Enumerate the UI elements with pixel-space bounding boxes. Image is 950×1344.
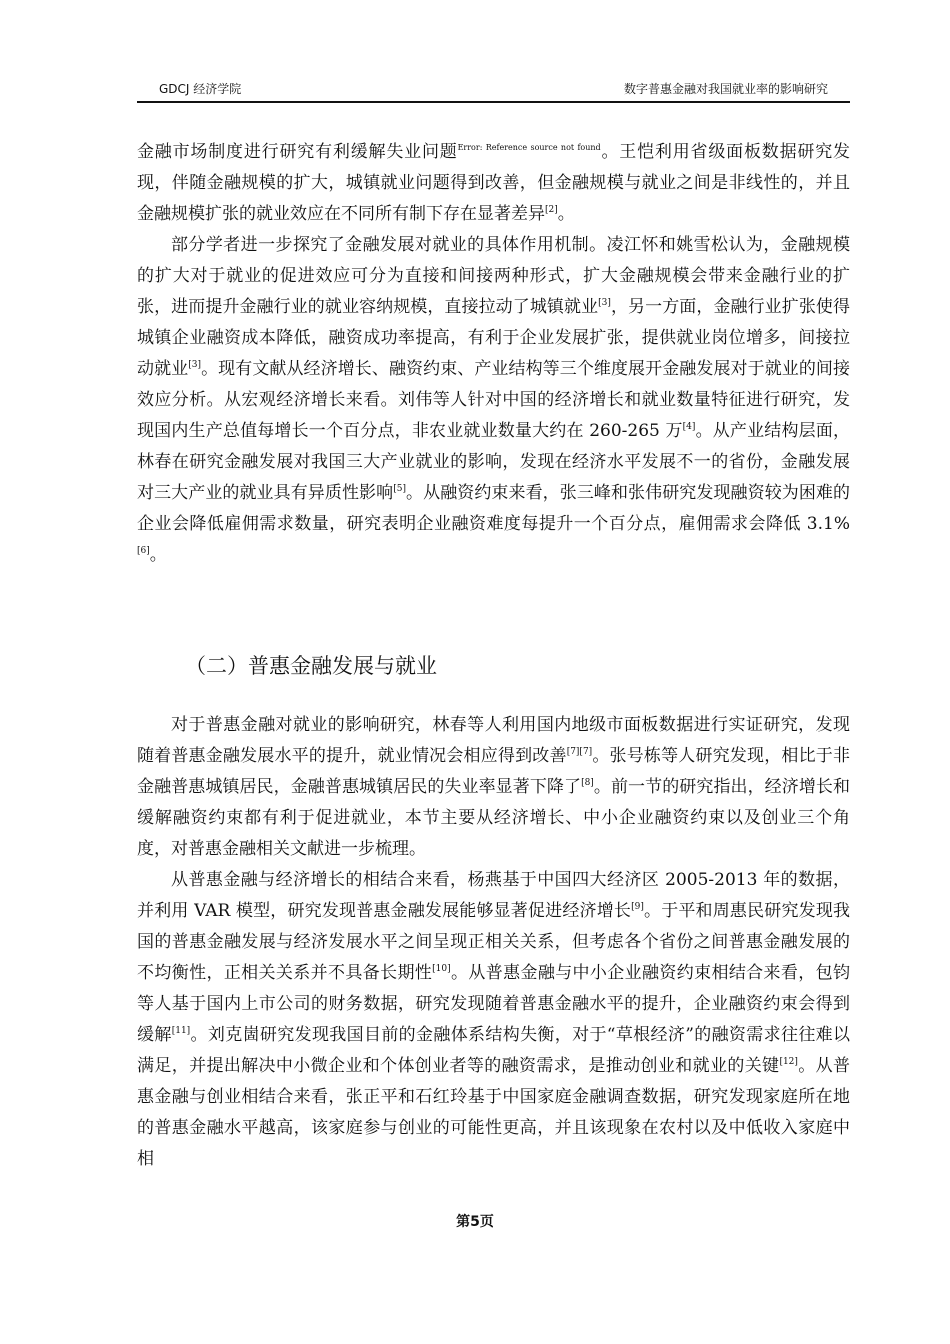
paragraph (137, 865, 850, 1175)
citation: [10] (432, 964, 451, 974)
paragraph-text: 。从普惠金融与创业相结合来看，张正平和石红玲基于中国家庭金融调查数据，研究发现家庭所在地的普惠金融水平越高，该家庭参与创业的可能性更高，并且该现象在农村以及中低收入家庭中相 (137, 1056, 851, 1169)
paragraph-text: 。王恺利用省级面板数据研究发现，伴随金融规模的扩大，城镇就业问题得到改善，但金融规模与就业之间是非线性的，并且金融规模扩张的就业效应在不同所有制下存在显著差异 (137, 142, 851, 224)
citation: [5] (393, 484, 406, 494)
running-header (137, 78, 850, 100)
paragraph-text: 。张号栋等人研究发现，相比于非金融普惠城镇居民，金融普惠城镇居民的失业率显著下降了 (137, 746, 850, 797)
paragraph-text: 部分学者进一步探究了金融发展对就业的具体作用机制。凌江怀和姚雪松认为，金融规模的扩大对于就业的促进效应可分为直接和间接两种形式，扩大金融规模会带来金融行业的扩张，进而提升金融行业的就业容纳规模，直接拉动了城镇就业 (137, 235, 850, 317)
paragraph-text: 。从产业结构层面，林春在研究金融发展对我国三大产业就业的影响，发现在经济水平发展不一的省份，金融发展对三大产业的就业具有异质性影响 (137, 421, 851, 503)
citation: [3] (188, 360, 201, 370)
header-rule (137, 101, 850, 103)
citation: [2] (545, 205, 558, 215)
paragraph-text: 对于普惠金融对就业的影响研究，林春等人利用国内地级市面板数据进行实证研究，发现随着普惠金融发展水平的提升，就业情况会相应得到改善 (137, 715, 850, 766)
citation: [8] (581, 778, 594, 788)
citation: [4] (682, 422, 696, 432)
citation-error: Error: Reference source not found (457, 143, 601, 152)
citation: [3] (598, 298, 611, 308)
citation: [11] (171, 1026, 191, 1036)
paragraph-text: 。从普惠金融与中小企业融资约束相结合来看，包钧等人基于国内上市公司的财务数据，研究发现随着普惠金融水平的提升，企业融资约束会得到缓解 (137, 963, 851, 1045)
paragraph-text: 金融市场制度进行研究有利缓解失业问题 (137, 142, 458, 162)
paragraph-text: ，另一方面，金融行业扩张使得城镇企业融资成本降低，融资成功率提高，有利于企业发展扩张，提供就业岗位增多，间接拉动就业 (137, 297, 851, 379)
text-block-2 (137, 710, 850, 1175)
citation: [12] (779, 1057, 798, 1067)
page-number: 第5页 (456, 1214, 494, 1230)
paragraph (137, 710, 850, 865)
paragraph-text: 。从融资约束来看，张三峰和张伟研究发现融资较为困难的企业会降低雇佣需求数量，研究表明企业融资难度每提升一个百分点，雇佣需求会降低 3.1% (137, 483, 851, 534)
text-block-1 (137, 137, 850, 571)
paragraph-text: 。 (149, 545, 167, 565)
paragraph-text: 从普惠金融与经济增长的相结合来看，杨燕基于中国四大经济区 2005-2013 年的数据，并利用 VAR 模型，研究发现普惠金融发展能够显著促进经济增长 (137, 870, 850, 921)
paragraph-text: 。于平和周惠民研究发现我国的普惠金融发展与经济发展水平之间呈现正相关关系，但考虑各个省份之间普惠金融发展的不均衡性，正相关关系并不具备长期性 (137, 901, 850, 983)
section-heading: （二）普惠金融发展与就业 (185, 654, 437, 678)
citation: [6] (137, 546, 150, 556)
citation: [9] (631, 902, 644, 912)
paragraph (137, 230, 850, 571)
paragraph-text: 。刘克崮研究发现我国目前的金融体系结构失衡，对于“草根经济”的融资需求往往难以满足，并提出解决中小微企业和个体创业者等的融资需求，是推动创业和就业的关键 (137, 1025, 851, 1076)
header-paper-title: 数字普惠金融对我国就业率的影响研究 (623, 82, 828, 96)
paragraph-text: 。现有文献从经济增长、融资约束、产业结构等三个维度展开金融发展对于就业的间接效应分析。从宏观经济增长来看。刘伟等人针对中国的经济增长和就业数量特征进行研究，发现国内生产总值每增长一个百分点，非农业就业数量大约在 260-265 万 (137, 359, 851, 441)
paragraph-text: 。前一节的研究指出，经济增长和缓解融资约束都有利于促进就业，本节主要从经济增长、中小企业融资约束以及创业三个角度，对普惠金融相关文献进一步梳理。 (137, 777, 851, 859)
header-institution: GDCJ 经济学院 (159, 82, 242, 96)
paragraph (137, 137, 850, 230)
paragraph-text: 。 (557, 204, 575, 224)
citation: [7][7] (566, 747, 593, 757)
